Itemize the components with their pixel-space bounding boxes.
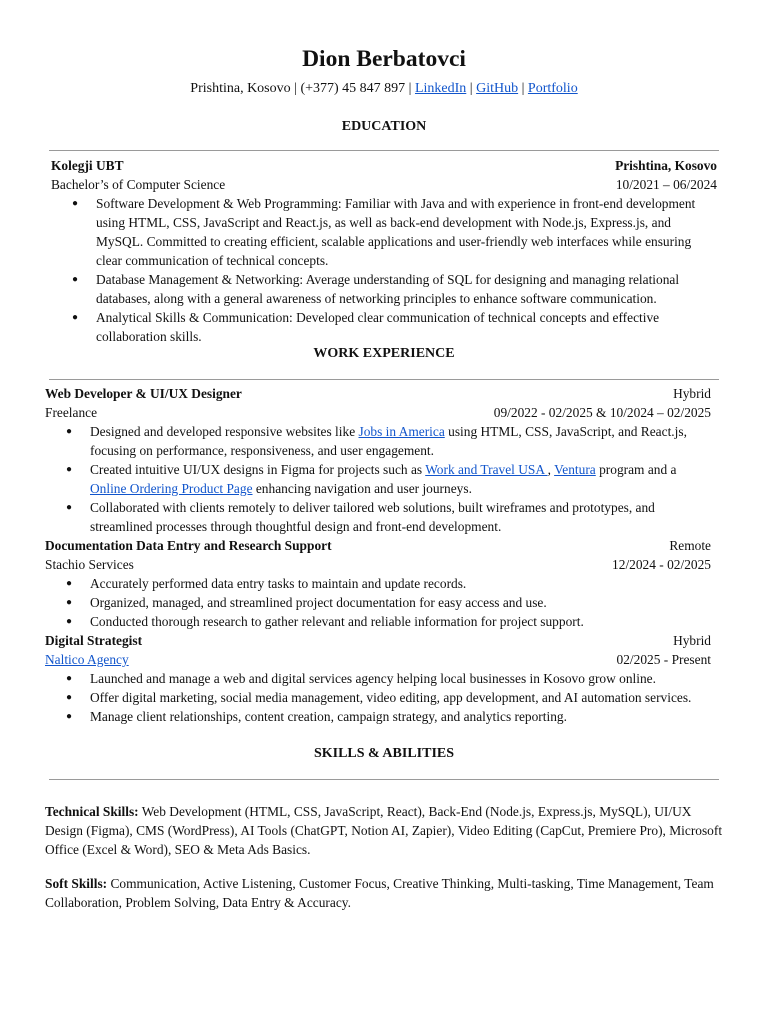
contact-details: Prishtina, Kosovo | (+377) 45 847 897 | xyxy=(190,81,412,96)
section-divider xyxy=(49,150,719,151)
ventura-link[interactable]: Ventura xyxy=(554,462,596,477)
technical-skills-label: Technical Skills: xyxy=(45,804,139,819)
soft-skills xyxy=(45,874,725,912)
list-item: ● Analytical Skills & Communication: Developed clear communication of technical concepts and effective collaboration skills. xyxy=(51,308,717,346)
degree: Bachelor’s of Computer Science xyxy=(51,177,226,192)
degree-row xyxy=(51,175,717,194)
education-dates: 10/2021 – 06/2024 xyxy=(615,177,717,192)
contact-line xyxy=(0,81,768,97)
naltico-agency-link[interactable]: Naltico Agency xyxy=(45,652,129,667)
section-divider xyxy=(49,379,719,380)
list-item: ● Launched and manage a web and digital services agency helping local businesses in Kosovo grow online. xyxy=(45,669,711,688)
job-header-row xyxy=(45,536,711,555)
job-header-row xyxy=(45,384,711,403)
job-org-row xyxy=(45,555,711,574)
education-header-row xyxy=(51,156,717,175)
separator: | xyxy=(469,81,473,96)
jobs-in-america-link[interactable]: Jobs in America xyxy=(358,424,445,439)
education-section xyxy=(51,156,717,346)
job-org-row xyxy=(45,650,711,669)
list-item: ● Conducted thorough research to gather relevant and reliable information for project support. xyxy=(45,612,711,631)
bullet-text: using HTML, CSS, JavaScript, and React.js, focusing on performance, responsiveness, and user engagement. xyxy=(90,424,687,458)
technical-skills-text: Web Development (HTML, CSS, JavaScript, React), Back-End (Node.js, Express.js, MySQL), UI/UX Design (Figma), CMS (WordPress), AI Tools (ChatGPT, Notion AI, Zapier), Video Editing (CapCut, Premiere Pro), Microsoft Office (Excel & Word), SEO & Meta Ads Basics. xyxy=(45,804,723,857)
list-item: ● Offer digital marketing, social media management, video editing, app development, and AI automation services. xyxy=(45,688,711,707)
job-org-row xyxy=(45,403,711,422)
online-ordering-link[interactable]: Online Ordering Product Page xyxy=(90,481,253,496)
list-item: ● Database Management & Networking: Average understanding of SQL for designing and managing relational databases, along with a general awareness of networking principles to enhance software communication. xyxy=(51,270,717,308)
job-title: Web Developer & UI/UX Designer xyxy=(45,386,242,401)
job-header-row xyxy=(45,631,711,650)
education-bullets xyxy=(51,194,717,346)
list-item xyxy=(45,460,711,498)
work-mode: Hybrid xyxy=(673,633,711,648)
job-title: Digital Strategist xyxy=(45,633,143,648)
list-item: ● Collaborated with clients remotely to deliver tailored web solutions, built wireframes and prototypes, and streamlined processes through thoughtful design and front-end development. xyxy=(45,498,711,536)
job-dates: 12/2024 - 02/2025 xyxy=(612,557,711,572)
school-name: Kolegji UBT xyxy=(51,158,124,173)
list-item: ● Accurately performed data entry tasks to maintain and update records. xyxy=(45,574,711,593)
list-item xyxy=(45,422,711,460)
list-item: ● Manage client relationships, content creation, campaign strategy, and analytics reporting. xyxy=(45,707,711,726)
skills-heading: SKILLS & ABILITIES xyxy=(313,746,455,761)
job-bullets xyxy=(45,422,711,536)
github-link[interactable]: GitHub xyxy=(476,81,519,96)
separator: | xyxy=(521,81,525,96)
bullet-text: program and a xyxy=(595,462,677,477)
job-dates: 02/2025 - Present xyxy=(616,652,711,667)
bullet-text: , xyxy=(547,462,555,477)
work-section xyxy=(45,384,711,726)
list-item: ● Organized, managed, and streamlined project documentation for easy access and use. xyxy=(45,593,711,612)
work-experience-heading: WORK EXPERIENCE xyxy=(313,346,455,361)
list-item: ● Software Development & Web Programming: Familiar with Java and with experience in front-end development using HTML, CSS, JavaScript and React.js, as well as back-end development with Node.js, Express.js, and MySQL. Committed to creating efficient, scalable applications and user-friendly web interfaces while ensuring clear communication of technical concepts. xyxy=(51,194,717,270)
job-title: Documentation Data Entry and Research Support xyxy=(45,538,332,553)
bullet-text: Created intuitive UI/UX designs in Figma for projects such as xyxy=(90,462,426,477)
section-divider xyxy=(49,779,719,780)
work-mode: Remote xyxy=(669,538,711,553)
technical-skills xyxy=(45,802,725,859)
bullet-text: enhancing navigation and user journeys. xyxy=(252,481,472,496)
soft-skills-text: Communication, Active Listening, Customer Focus, Creative Thinking, Multi-tasking, Time Management, Team Collaboration, Problem Solving, Data Entry & Accuracy. xyxy=(45,876,714,910)
portfolio-link[interactable]: Portfolio xyxy=(527,81,578,96)
candidate-name: Dion Berbatovci xyxy=(302,46,466,72)
job-bullets xyxy=(45,669,711,726)
school-location: Prishtina, Kosovo xyxy=(615,158,717,173)
job-bullets xyxy=(45,574,711,631)
education-heading: EDUCATION xyxy=(341,119,427,134)
organization: Stachio Services xyxy=(45,557,134,572)
soft-skills-label: Soft Skills: xyxy=(45,876,108,891)
organization: Freelance xyxy=(45,405,98,420)
work-and-travel-link[interactable]: Work and Travel USA xyxy=(425,462,548,477)
work-mode: Hybrid xyxy=(673,386,711,401)
linkedin-link[interactable]: LinkedIn xyxy=(414,81,467,96)
bullet-text: Designed and developed responsive websites like xyxy=(90,424,359,439)
job-dates: 09/2022 - 02/2025 & 10/2024 – 02/2025 xyxy=(493,405,711,420)
